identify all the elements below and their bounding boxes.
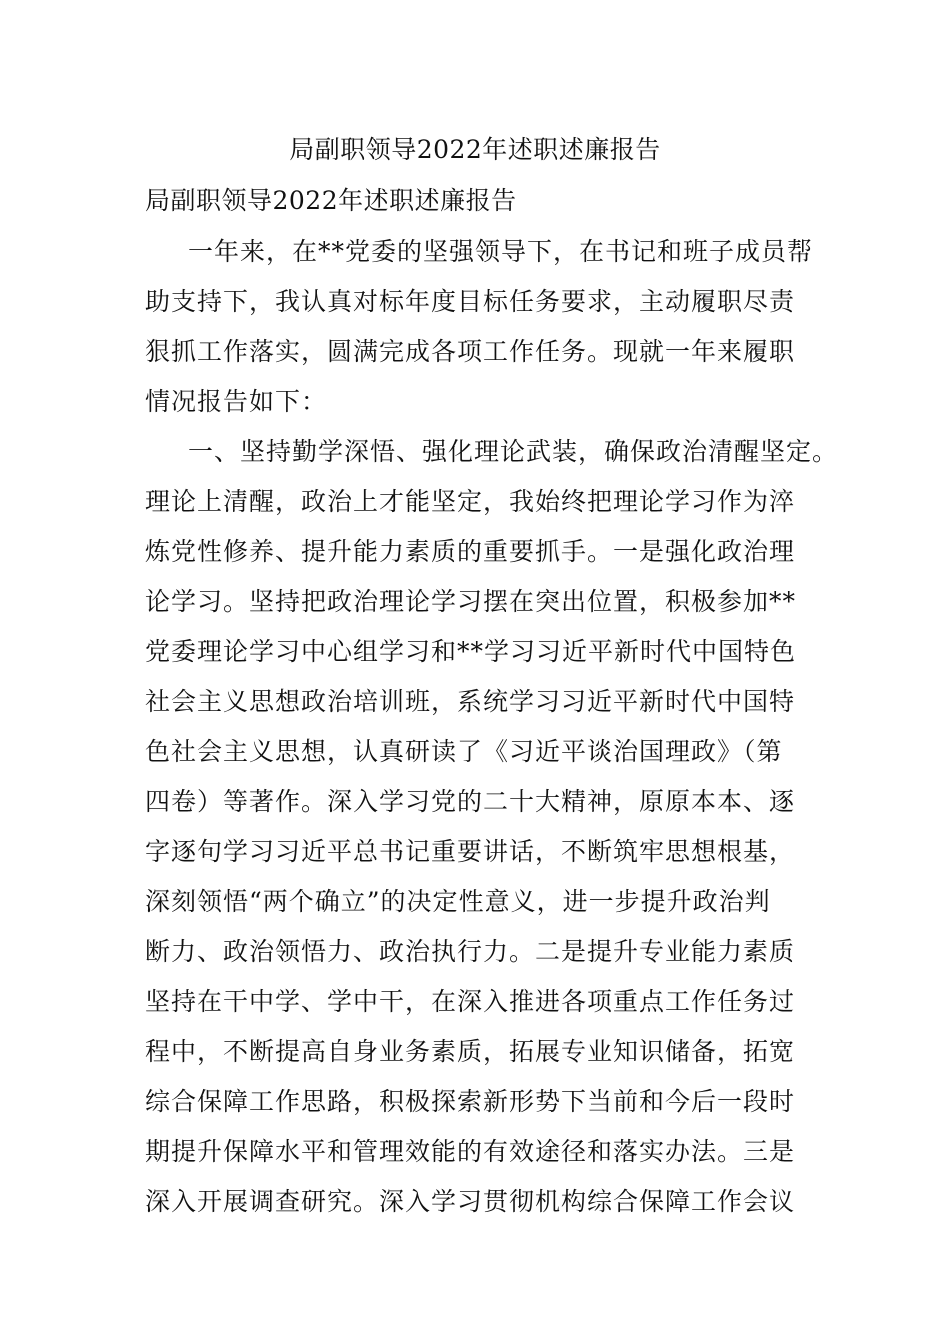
paragraph-line: 断力、政治领悟力、政治执行力。二是提升专业能力素质 [145, 937, 796, 966]
paragraph-line: 狠抓工作落实，圆满完成各项工作任务。现就一年来履职 [145, 337, 796, 366]
paragraph-line: 综合保障工作思路，积极探索新形势下当前和今后一段时 [145, 1087, 796, 1116]
paragraph-line: 色社会主义思想，认真研读了《习近平谈治国理政》（第 [145, 737, 783, 766]
document-subtitle: 局副职领导2022年述职述廉报告 [145, 186, 517, 215]
paragraph-line: 一年来，在**党委的坚强领导下，在书记和班子成员帮 [188, 237, 814, 266]
paragraph-line: 情况报告如下： [145, 387, 328, 416]
paragraph-line: 论学习。坚持把政治理论学习摆在突出位置，积极参加** [145, 587, 797, 616]
paragraph-line: 字逐句学习习近平总书记重要讲话，不断筑牢思想根基， [145, 837, 796, 866]
document-title: 局副职领导2022年述职述廉报告 [289, 135, 661, 164]
paragraph-line: 炼党性修养、提升能力素质的重要抓手。一是强化政治理 [145, 537, 796, 566]
paragraph-line: 期提升保障水平和管理效能的有效途径和落实办法。三是 [145, 1137, 796, 1166]
paragraph-line: 坚持在干中学、学中干，在深入推进各项重点工作任务过 [145, 987, 796, 1016]
paragraph-line: 程中，不断提高自身业务素质，拓展专业知识储备，拓宽 [145, 1037, 796, 1066]
paragraph-line: 四卷）等著作。深入学习党的二十大精神，原原本本、逐 [145, 787, 796, 816]
paragraph-line: 社会主义思想政治培训班，系统学习习近平新时代中国特 [145, 687, 796, 716]
paragraph-line: 深入开展调查研究。深入学习贯彻机构综合保障工作会议 [145, 1187, 796, 1216]
paragraph-line: 党委理论学习中心组学习和**学习习近平新时代中国特色 [145, 637, 797, 666]
section-heading-line: 一、坚持勤学深悟、强化理论武装，确保政治清醒坚定。 [188, 437, 839, 466]
paragraph-line: 理论上清醒，政治上才能坚定，我始终把理论学习作为淬 [145, 487, 796, 516]
paragraph-line: 深刻领悟“两个确立”的决定性意义，进一步提升政治判 [145, 887, 771, 916]
paragraph-line: 助支持下，我认真对标年度目标任务要求，主动履职尽责 [145, 287, 796, 316]
